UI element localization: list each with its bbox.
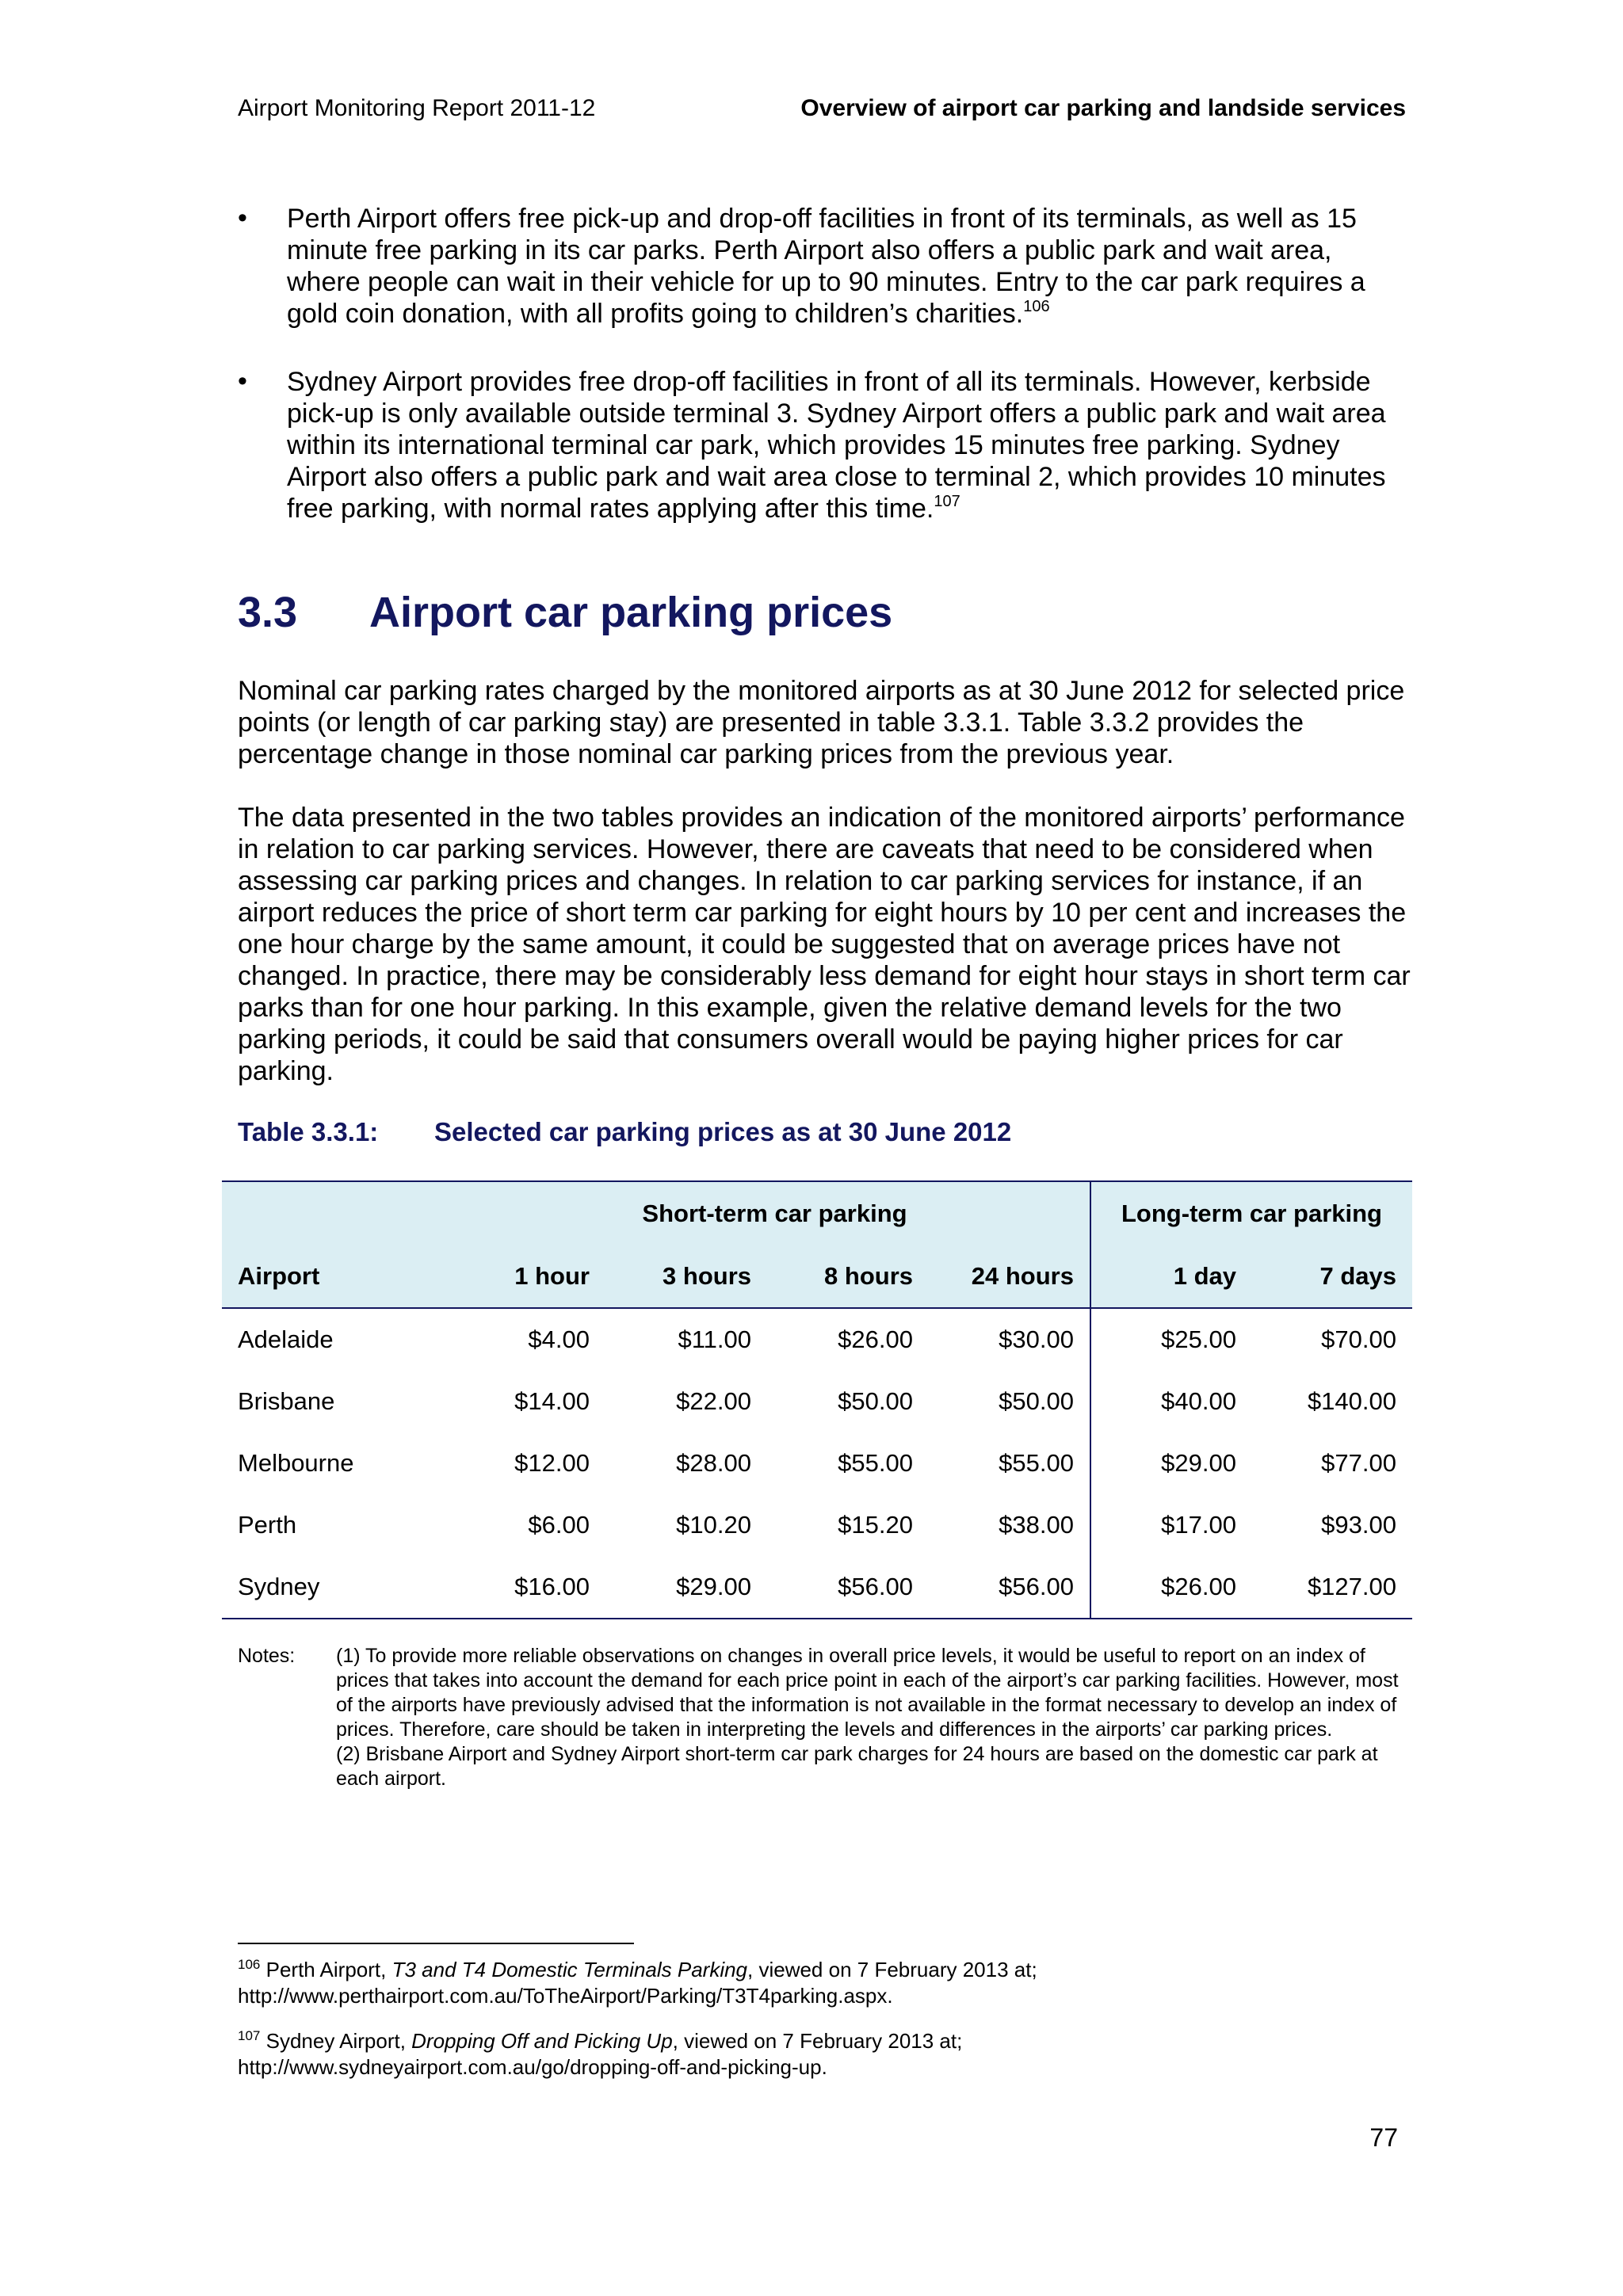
cell-airport: Adelaide <box>238 1325 334 1353</box>
cell-price: $29.00 <box>1161 1449 1236 1477</box>
cell-price: $26.00 <box>1090 1556 1252 1619</box>
cell-price: $55.00 <box>929 1432 1090 1494</box>
bullet-sydney <box>238 366 1411 524</box>
footnote-title: Dropping Off and Picking Up <box>411 2029 673 2053</box>
cell-price: $25.00 <box>1161 1325 1236 1353</box>
bullet-marker: • <box>238 366 247 396</box>
footnote-source: Perth Airport, <box>265 1958 392 1981</box>
table-caption-label: Table 3.3.1: <box>238 1117 379 1146</box>
footnote-url[interactable]: http://www.sydneyairport.com.au/go/dropping-off-and-picking-up. <box>238 2055 827 2079</box>
paragraph-1: Nominal car parking rates charged by the monitored airports as at 30 June 2012 for selected price points (or length of car parking stay) are presented in table 3.3.1. Table 3.3.2 provides the percentage change in those nominal car parking prices from the previous year. <box>238 676 1405 769</box>
table-notes <box>238 1644 1411 1791</box>
table-row <box>222 1494 1412 1556</box>
cell-price: $40.00 <box>1161 1387 1236 1415</box>
footnote-number: 106 <box>238 1957 261 1972</box>
footnote-title: T3 and T4 Domestic Terminals Parking <box>391 1958 748 1981</box>
cell-price: $50.00 <box>838 1387 913 1415</box>
cell-price: $56.00 <box>929 1556 1090 1619</box>
group-short-term: Short-term car parking <box>460 1181 1090 1245</box>
cell-price: $50.00 <box>929 1371 1090 1432</box>
table-row <box>222 1371 1412 1432</box>
table-caption <box>238 1117 1011 1147</box>
footnote-source: Sydney Airport, <box>265 2029 412 2053</box>
footnote-ref[interactable]: 106 <box>1023 298 1050 315</box>
page-number: 77 <box>1369 2123 1398 2152</box>
col-airport: Airport <box>222 1245 460 1308</box>
cell-price: $17.00 <box>1161 1511 1236 1539</box>
cell-price: $38.00 <box>929 1494 1090 1556</box>
group-blank <box>222 1181 460 1245</box>
notes-label: Notes: <box>238 1645 296 1667</box>
table-group-header <box>222 1181 1412 1245</box>
col-1-day: 1 day <box>1090 1245 1252 1308</box>
bullet-text: Sydney Airport provides free drop-off facilities in front of all its terminals. However, kerbside pick-up is only available outside terminal 3. Sydney Airport offers a public park and wait area within its international terminal car park, which provides 15 minutes free parking. Sydney Airport also offers a public park and wait area close to terminal 2, which provides 10 minutes free parking, with normal rates applying after this time. <box>287 367 1386 524</box>
col-3-hours: 3 hours <box>605 1245 767 1308</box>
note-item: (1) To provide more reliable observations on changes in overall price levels, it would be useful to report on an index of prices that takes into account the demand for each price point in each of the airport’s car parking facilities. However, most of the airports have previously advised that the information is not available in the format necessary to develop an index of prices. Therefore, care should be taken in interpreting the levels and differences in the airports’ car parking prices. <box>336 1645 1399 1741</box>
cell-airport: Perth <box>238 1511 297 1539</box>
col-7-days: 7 days <box>1252 1245 1412 1308</box>
running-header-right: Overview of airport car parking and landside services <box>800 95 1406 121</box>
cell-price: $22.00 <box>676 1387 751 1415</box>
footnote-106 <box>238 1957 1411 2009</box>
note-item: (2) Brisbane Airport and Sydney Airport short-term car park charges for 24 hours are based on the domestic car park at each airport. <box>336 1743 1378 1790</box>
cell-price: $4.00 <box>528 1325 590 1353</box>
footnote-107 <box>238 2028 1411 2081</box>
cell-price: $16.00 <box>460 1556 605 1619</box>
cell-price: $15.20 <box>838 1511 913 1539</box>
running-header-left: Airport Monitoring Report 2011-12 <box>238 95 596 121</box>
section-title: Airport car parking prices <box>369 589 893 636</box>
section-heading <box>238 588 892 637</box>
cell-price: $70.00 <box>1321 1325 1396 1353</box>
col-8-hours: 8 hours <box>767 1245 929 1308</box>
cell-price: $127.00 <box>1252 1556 1412 1619</box>
cell-airport: Sydney <box>222 1556 460 1619</box>
cell-price: $30.00 <box>929 1308 1090 1371</box>
cell-airport: Brisbane <box>238 1387 335 1415</box>
footnote-viewed: , viewed on 7 February 2013 at; <box>747 1958 1037 1981</box>
cell-price: $55.00 <box>838 1449 913 1477</box>
paragraph-2: The data presented in the two tables provides an indication of the monitored airports’ performance in relation to car parking services. However, there are caveats that need to be considered when assessing car parking prices and changes. In relation to car parking services for instance, if an airport reduces the price of short term car parking for eight hours by 10 per cent and increases the one hour charge by the same amount, it could be suggested that on average prices have not changed. In practice, there may be considerably less demand for eight hour stays in short term car parks than for one hour parking. In this example, given the relative demand levels for the two parking periods, it could be said that consumers overall would be paying higher prices for car parking. <box>238 803 1411 1086</box>
cell-price: $14.00 <box>514 1387 590 1415</box>
bullet-text: Perth Airport offers free pick-up and drop-off facilities in front of its terminals, as well as 15 minute free parking in its car parks. Perth Airport also offers a public park and wait area, where people can wait in their vehicle for up to 90 minutes. Entry to the car park requires a gold coin donation, with all profits going to children’s charities. <box>287 204 1365 329</box>
bullet-perth <box>238 203 1411 330</box>
table-column-header <box>222 1245 1412 1308</box>
cell-price: $6.00 <box>528 1511 590 1539</box>
table-row <box>222 1432 1412 1494</box>
footnote-viewed: , viewed on 7 February 2013 at; <box>672 2029 963 2053</box>
footnote-separator <box>238 1943 634 1944</box>
cell-price: $140.00 <box>1307 1387 1396 1415</box>
cell-price: $11.00 <box>678 1325 751 1353</box>
table-caption-title: Selected car parking prices as at 30 June 2012 <box>434 1117 1012 1146</box>
cell-price: $12.00 <box>514 1449 590 1477</box>
cell-price: $56.00 <box>767 1556 929 1619</box>
cell-price: $26.00 <box>838 1325 913 1353</box>
table-row <box>222 1556 1412 1619</box>
car-parking-prices-table <box>222 1180 1412 1619</box>
cell-price: $10.20 <box>676 1511 751 1539</box>
section-number: 3.3 <box>238 589 298 636</box>
cell-price: $28.00 <box>676 1449 751 1477</box>
cell-airport: Melbourne <box>238 1449 354 1477</box>
footnote-ref[interactable]: 107 <box>934 493 960 510</box>
cell-price: $29.00 <box>605 1556 767 1619</box>
footnote-number: 107 <box>238 2028 261 2043</box>
cell-price: $77.00 <box>1321 1449 1396 1477</box>
table-row <box>222 1308 1412 1371</box>
group-long-term: Long-term car parking <box>1090 1181 1412 1245</box>
footnote-url[interactable]: http://www.perthairport.com.au/ToTheAirport/Parking/T3T4parking.aspx. <box>238 1984 893 2008</box>
col-24-hours: 24 hours <box>929 1245 1090 1308</box>
bullet-marker: • <box>238 203 247 233</box>
cell-price: $93.00 <box>1321 1511 1396 1539</box>
col-1-hour: 1 hour <box>460 1245 605 1308</box>
